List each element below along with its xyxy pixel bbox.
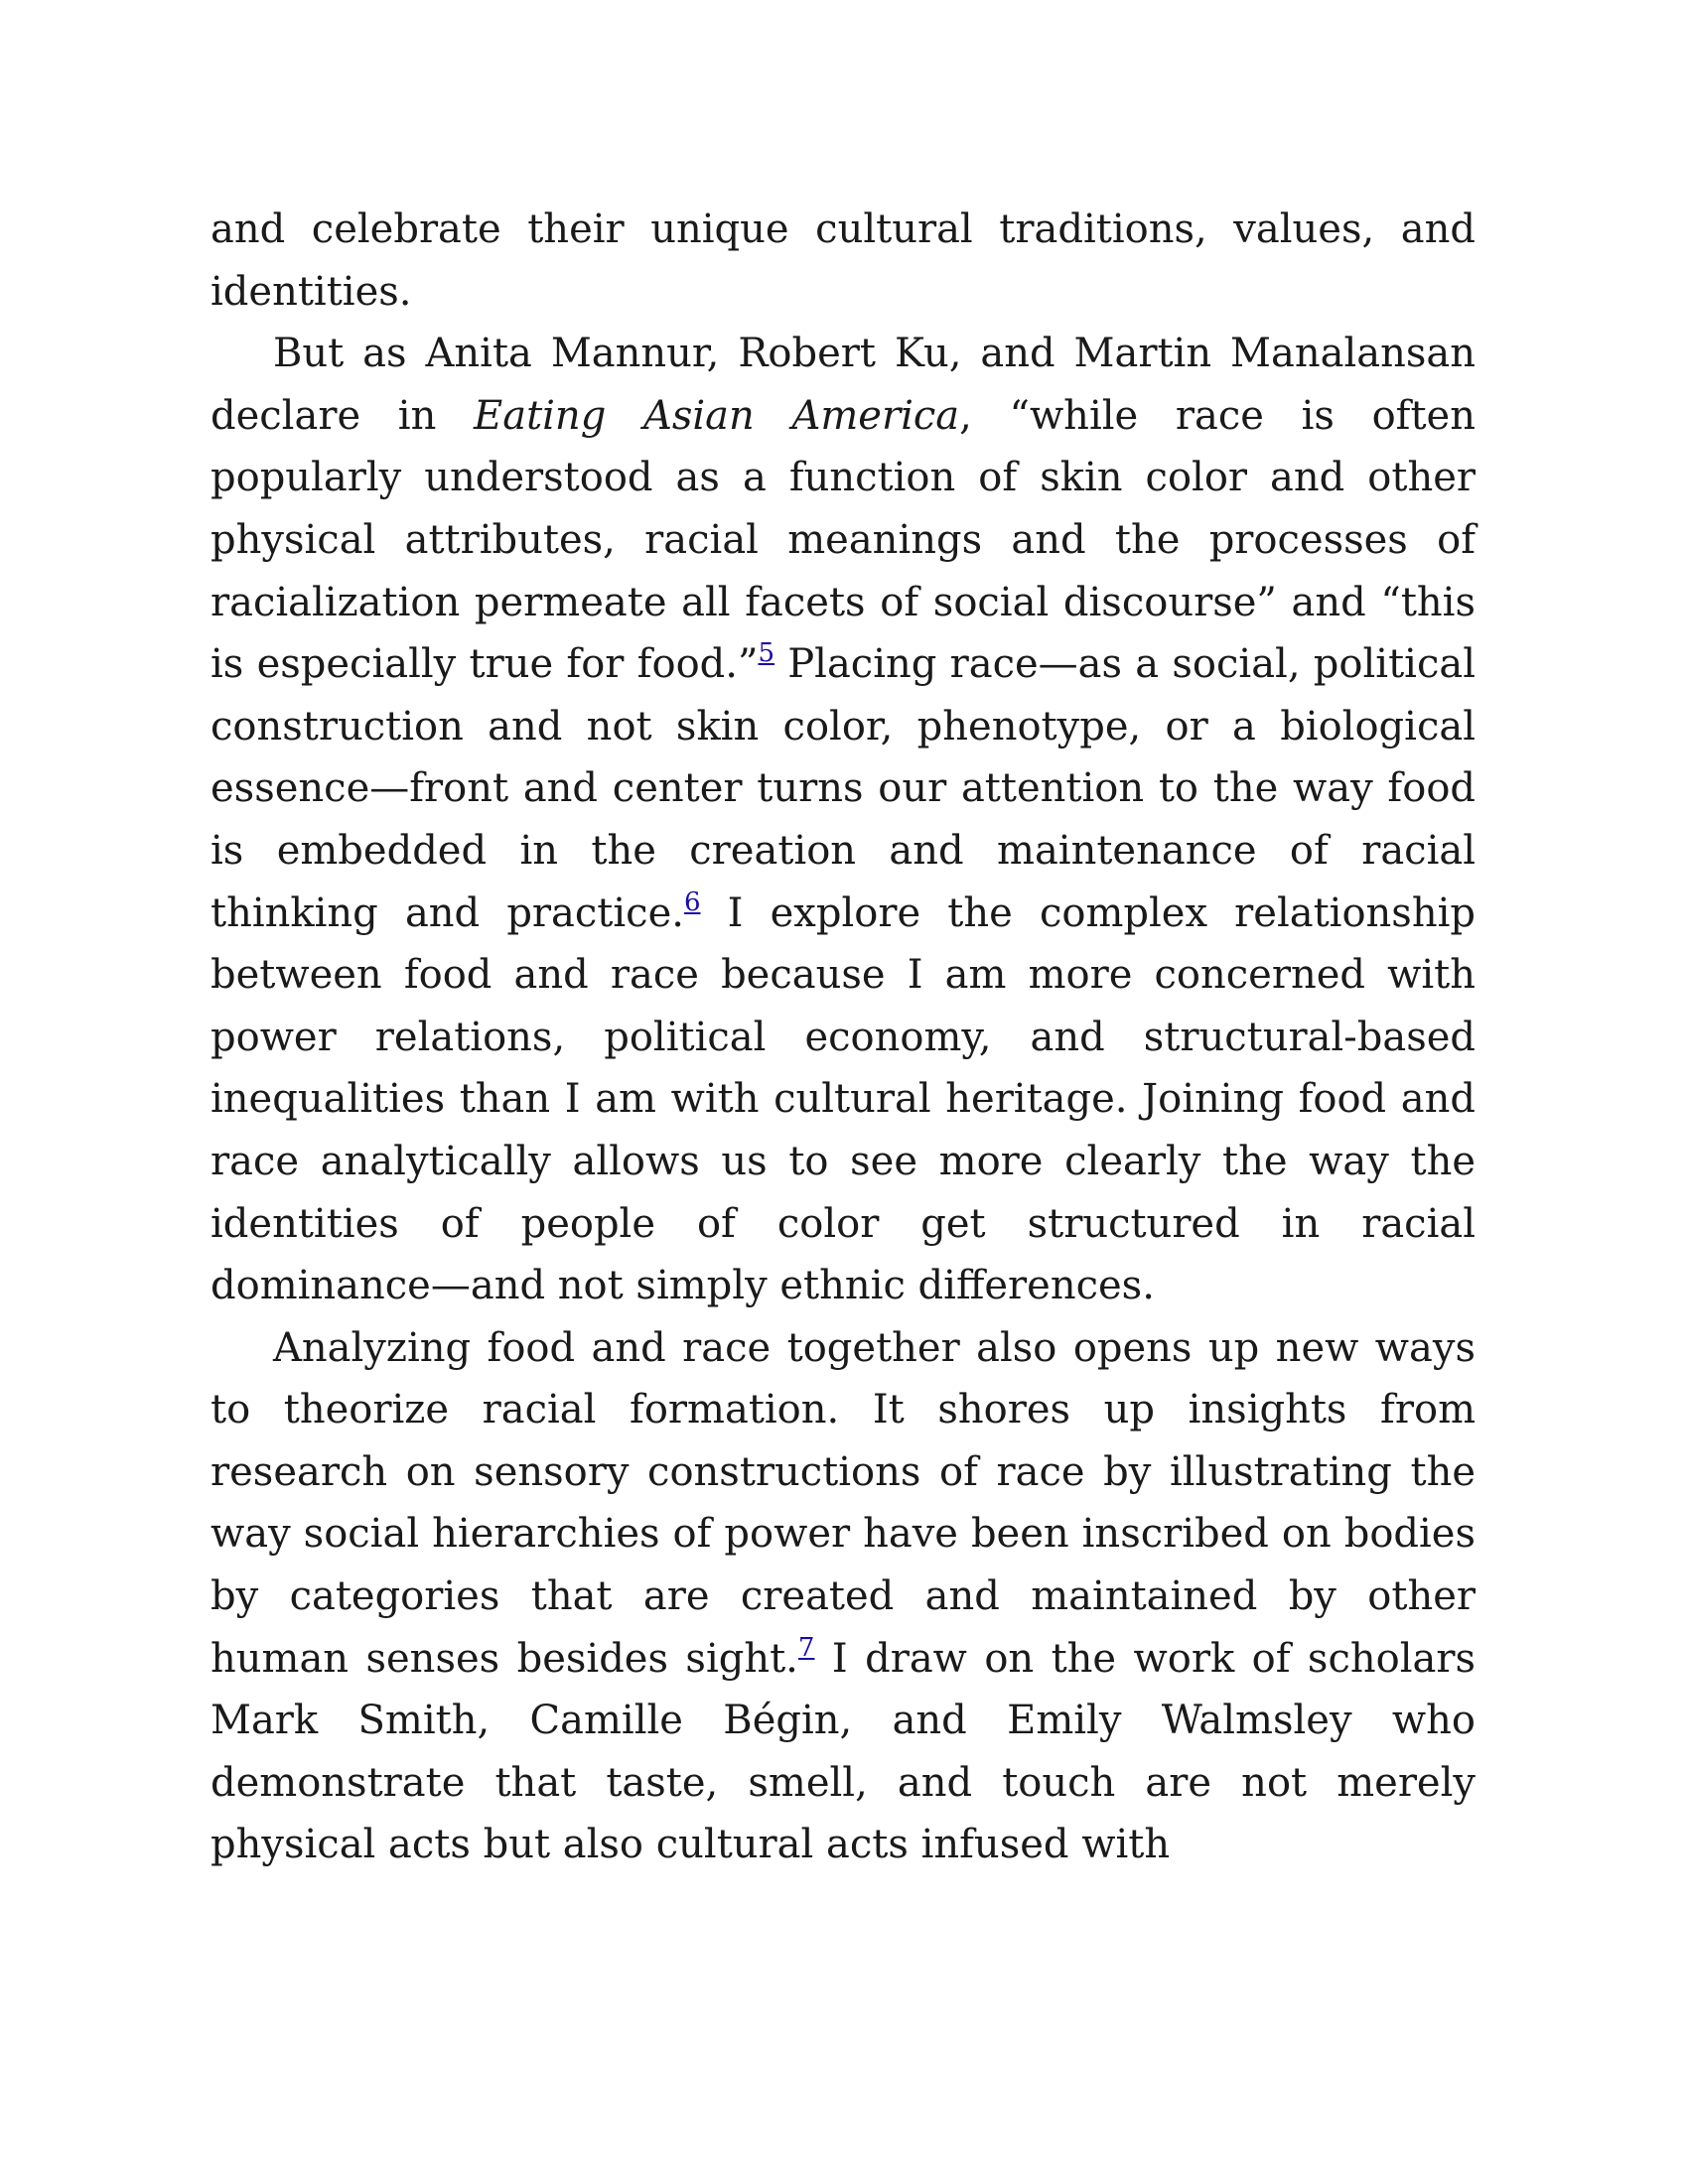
footnote-link-7[interactable]: 7 (797, 1632, 815, 1663)
paragraph-3 (211, 1317, 1476, 1876)
paragraph-text: I explore the complex relationship between food and race because I am more concerned with power relations, political economy, and structural-based inequalities than I am with cultural heritage. Joining food and race analytically allows us to see more clearly the way the identities of people of color get structured in racial dominance—and not simply ethnic differences. (211, 889, 1476, 1309)
paragraph-text: Placing race—as a social, political construction and not skin color, phenotype, or a biological essence—front and center turns our attention to the way food is embedded in the creation and maintenance of racial thinking and practice. (211, 641, 1476, 936)
paragraph-text: , “while race is often popularly understood as a function of skin color and other physical attributes, racial meanings and the processes of racialization permeate all facets of social discourse” and “this is especially true for food.” (211, 392, 1476, 688)
paragraph-text: I draw on the work of scholars Mark Smith, Camille Bégin, and Emily Walmsley who demonstrate that taste, smell, and touch are not merely physical acts but also cultural acts infused with (211, 1635, 1476, 1868)
footnote-link-6[interactable]: 6 (683, 887, 701, 917)
document-page (211, 199, 1476, 1876)
paragraph-text: Analyzing food and race together also opens up new ways to theorize racial formation. It shores up insights from research on sensory constructions of race by illustrating the way social hierarchies of power have been inscribed on bodies by categories that are created and maintained by other human senses besides sight. (211, 1324, 1476, 1682)
paragraph-text: But as Anita Mannur, Robert Ku, and Martin Manalansan declare in (211, 331, 1476, 439)
paragraph-2 (211, 323, 1476, 1317)
footnote-link-5[interactable]: 5 (758, 638, 774, 669)
book-title: Eating Asian America (474, 392, 960, 439)
paragraph-text: and celebrate their unique cultural traditions, values, and identities. (211, 206, 1476, 315)
paragraph-1 (211, 199, 1476, 323)
